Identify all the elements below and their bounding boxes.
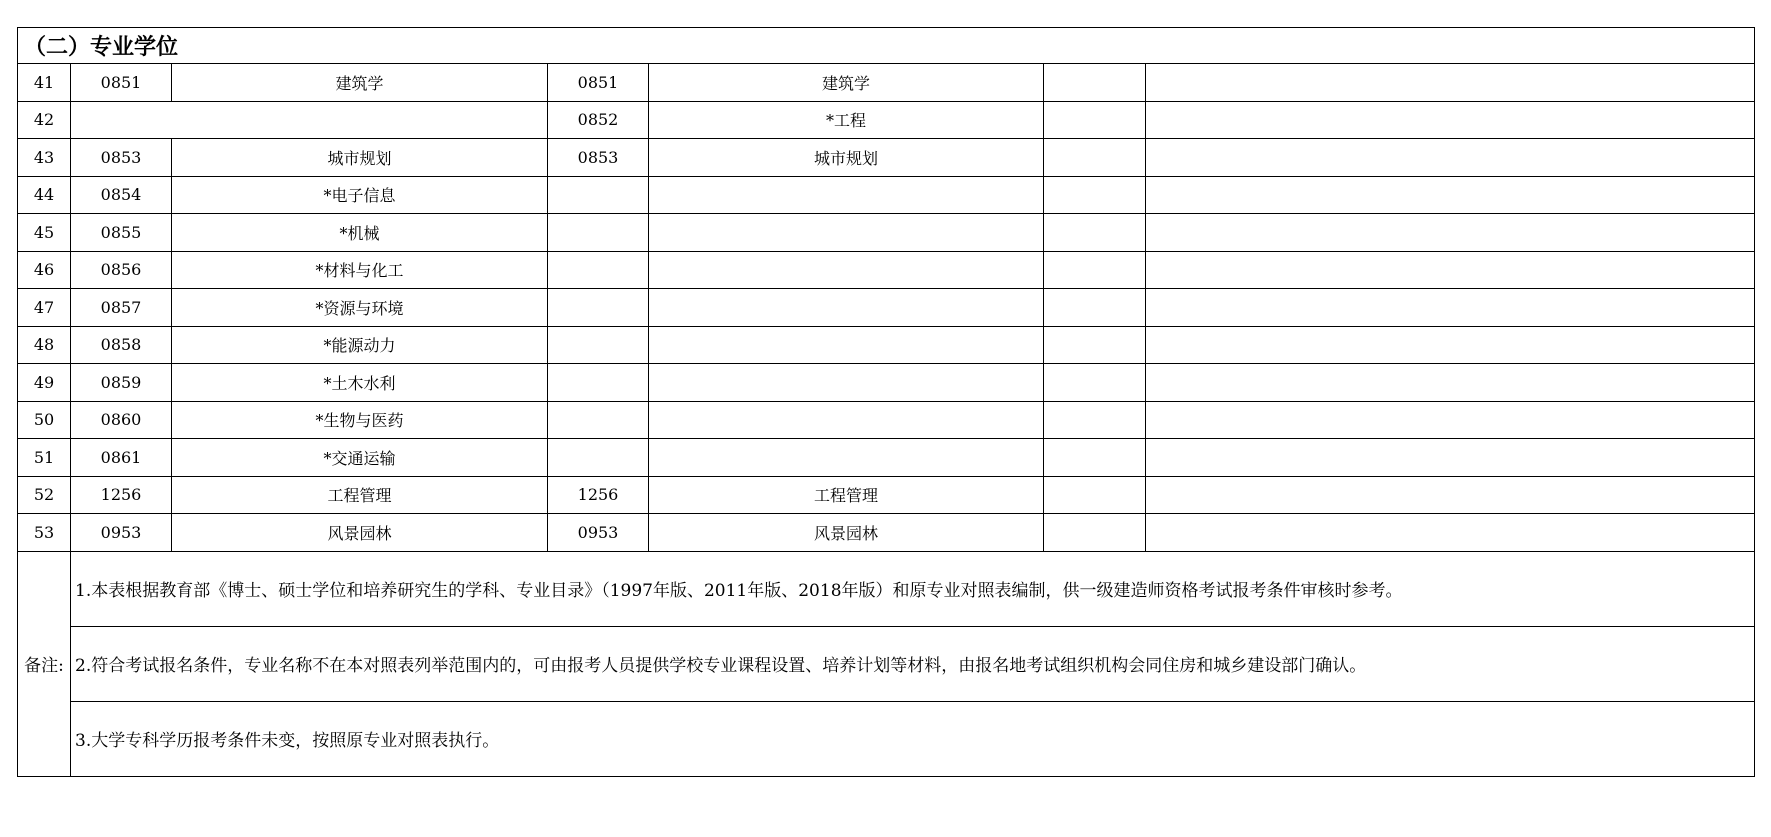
row-number: 48 <box>18 326 71 364</box>
row-number: 50 <box>18 401 71 439</box>
new-major-code: 0859 <box>71 364 172 402</box>
extra-code <box>1044 214 1146 252</box>
row-number: 45 <box>18 214 71 252</box>
old-major-name <box>649 251 1044 289</box>
old-major-code <box>548 401 649 439</box>
new-major-code: 0953 <box>71 514 172 552</box>
section-title-row <box>18 28 1755 64</box>
note-text: 1.本表根据教育部《博士、硕士学位和培养研究生的学科、专业目录》（1997年版、2011年版、2018年版）和原专业对照表编制，供一级建造师资格考试报考条件审核时参考。 <box>71 551 1755 626</box>
notes-label: 备注: <box>18 551 71 776</box>
table-row <box>18 214 1755 252</box>
table-row <box>18 289 1755 327</box>
old-major-code <box>548 176 649 214</box>
extra-name <box>1146 439 1755 477</box>
note-row <box>18 551 1755 626</box>
table-row <box>18 514 1755 552</box>
extra-name <box>1146 214 1755 252</box>
note-row <box>18 701 1755 776</box>
new-major-name: *材料与化工 <box>172 251 548 289</box>
extra-name <box>1146 64 1755 102</box>
extra-name <box>1146 401 1755 439</box>
extra-name <box>1146 476 1755 514</box>
old-major-code: 0953 <box>548 514 649 552</box>
row-number: 44 <box>18 176 71 214</box>
row-number: 41 <box>18 64 71 102</box>
extra-code <box>1044 476 1146 514</box>
row-number: 43 <box>18 139 71 177</box>
old-major-name <box>649 326 1044 364</box>
new-major-code: 0860 <box>71 401 172 439</box>
new-major-name: 建筑学 <box>172 64 548 102</box>
row-number: 53 <box>18 514 71 552</box>
extra-code <box>1044 514 1146 552</box>
new-major-code: 0861 <box>71 439 172 477</box>
extra-code <box>1044 251 1146 289</box>
table-row <box>18 101 1755 139</box>
extra-code <box>1044 101 1146 139</box>
extra-name <box>1146 326 1755 364</box>
extra-code <box>1044 401 1146 439</box>
table-row <box>18 476 1755 514</box>
extra-code <box>1044 326 1146 364</box>
table-row <box>18 326 1755 364</box>
row-number: 49 <box>18 364 71 402</box>
old-major-name <box>649 439 1044 477</box>
old-major-code: 0853 <box>548 139 649 177</box>
new-major-code: 0856 <box>71 251 172 289</box>
extra-name <box>1146 364 1755 402</box>
extra-name <box>1146 289 1755 327</box>
new-major-name: 工程管理 <box>172 476 548 514</box>
old-major-name: 建筑学 <box>649 64 1044 102</box>
extra-code <box>1044 176 1146 214</box>
note-text: 2.符合考试报名条件，专业名称不在本对照表列举范围内的，可由报考人员提供学校专业课程设置、培养计划等材料，由报名地考试组织机构会同住房和城乡建设部门确认。 <box>71 626 1755 701</box>
table-row <box>18 64 1755 102</box>
new-major-code: 0857 <box>71 289 172 327</box>
new-major-code: 0851 <box>71 64 172 102</box>
row-number: 42 <box>18 101 71 139</box>
extra-name <box>1146 514 1755 552</box>
row-number: 52 <box>18 476 71 514</box>
new-major-merged-cell <box>71 101 548 139</box>
extra-name <box>1146 101 1755 139</box>
new-major-code: 0853 <box>71 139 172 177</box>
row-number: 47 <box>18 289 71 327</box>
old-major-code <box>548 214 649 252</box>
extra-name <box>1146 139 1755 177</box>
new-major-name: *电子信息 <box>172 176 548 214</box>
old-major-code: 0851 <box>548 64 649 102</box>
table-row <box>18 251 1755 289</box>
major-comparison-table <box>17 27 1755 777</box>
new-major-code: 0858 <box>71 326 172 364</box>
old-major-code <box>548 289 649 327</box>
new-major-code: 0855 <box>71 214 172 252</box>
old-major-name <box>649 214 1044 252</box>
new-major-name: *生物与医药 <box>172 401 548 439</box>
old-major-name: 城市规划 <box>649 139 1044 177</box>
new-major-name: *交通运输 <box>172 439 548 477</box>
extra-code <box>1044 289 1146 327</box>
extra-code <box>1044 139 1146 177</box>
table-row <box>18 176 1755 214</box>
section-title: （二）专业学位 <box>18 28 1755 64</box>
old-major-name: 风景园林 <box>649 514 1044 552</box>
old-major-name <box>649 364 1044 402</box>
new-major-name: *土木水利 <box>172 364 548 402</box>
new-major-name: *机械 <box>172 214 548 252</box>
old-major-name <box>649 401 1044 439</box>
old-major-code: 1256 <box>548 476 649 514</box>
new-major-code: 1256 <box>71 476 172 514</box>
old-major-name: *工程 <box>649 101 1044 139</box>
extra-code <box>1044 439 1146 477</box>
new-major-name: *能源动力 <box>172 326 548 364</box>
old-major-name <box>649 289 1044 327</box>
old-major-code <box>548 326 649 364</box>
old-major-code <box>548 364 649 402</box>
row-number: 46 <box>18 251 71 289</box>
note-row <box>18 626 1755 701</box>
old-major-name <box>649 176 1044 214</box>
row-number: 51 <box>18 439 71 477</box>
old-major-code <box>548 251 649 289</box>
extra-name <box>1146 176 1755 214</box>
old-major-code: 0852 <box>548 101 649 139</box>
new-major-name: 城市规划 <box>172 139 548 177</box>
extra-name <box>1146 251 1755 289</box>
old-major-code <box>548 439 649 477</box>
extra-code <box>1044 364 1146 402</box>
new-major-name: 风景园林 <box>172 514 548 552</box>
extra-code <box>1044 64 1146 102</box>
table-row <box>18 401 1755 439</box>
table-row <box>18 364 1755 402</box>
new-major-code: 0854 <box>71 176 172 214</box>
table-row <box>18 439 1755 477</box>
table-row <box>18 139 1755 177</box>
note-text: 3.大学专科学历报考条件未变，按照原专业对照表执行。 <box>71 701 1755 776</box>
old-major-name: 工程管理 <box>649 476 1044 514</box>
new-major-name: *资源与环境 <box>172 289 548 327</box>
